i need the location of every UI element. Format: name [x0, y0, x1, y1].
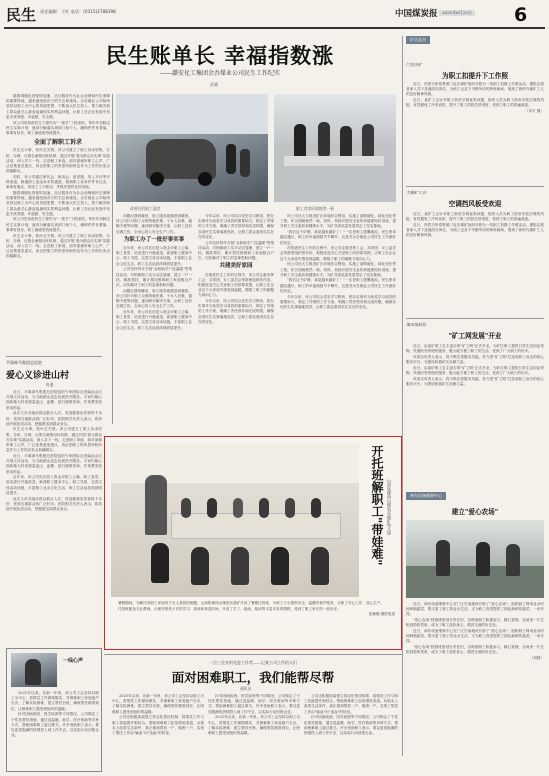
sidebar-item1-headline: 为职工扣提升下工作照	[442, 72, 508, 80]
paragraph: 近年来，该公司先后投入资金对职工公寓、职工食堂、浴室进行升级改造，新建职工健身中心、职工书屋，完善文体活动设施，丰富职工业余文化生活，职工生活品质得到明显提升。	[116, 246, 192, 266]
paragraph: 随着城镇化进程的加速，社区服务作为社会治理和民生保障的重要阵地，越来越受到各方的关注和重视。余吾煤业公司始终坚持以职工为中心的发展思想，不断加大民生投入，着力解决职工群众最关心最直接最现实的利益问题，让职工在企业发展中有更多获得感、幸福感、安全感。	[6, 94, 110, 119]
paragraph: 公司坚持每年开展"金秋助学""送温暖"等帮扶活动，对困难职工实行动态管理，建立一户一档，精准帮扶，累计帮扶困难职工家庭数百户次，切实解决了职工的急难愁盼问题。	[116, 267, 192, 287]
page-number: 6	[514, 4, 528, 26]
paragraph: 问题反馈到哪里，职工服务就跟进到哪里。该公司针对职工反映的就医难、子女入托难、通勤不便等问题，逐项研究解决方案，让职工没有后顾之忧，全身心投入安全生产工作。	[116, 214, 192, 234]
paragraph: 近日，由某矿职工自主创办的"矿工网"正式开业，为矿区职工提供日常生活用品采购、快递收发等便民服务，极大地方便了职工的生活，受到了广大职工的好评。	[406, 365, 544, 376]
sidebar-tag-1: 矿区直击	[406, 36, 430, 44]
paragraph: 民生无小事，枝叶总关情。该公司建立了职工诉求收集、分析、办理、反馈全流程闭环机制，通过开展"我为群众办实事"实践活动，深入井下一线、走进职工家庭，面对面倾听职工心声，广泛征集意见建议，真正把职工的所思所盼所急作为工作的出发点和落脚点。	[6, 427, 102, 453]
photo-small	[11, 653, 57, 687]
sidebar	[406, 34, 544, 768]
paragraph: 民生无小事，枝叶总关情。该公司建立了职工诉求收集、分析、办理、反馈全流程闭环机制，通过开展"我为群众办实事"实践活动，深入井下一线、走进职工家庭，面对面倾听职工心声，广泛征集意见建议，真正把职工的所思所盼所急作为工作的出发点和落脚点。	[6, 233, 110, 259]
main-byline: 武晓	[210, 82, 218, 87]
paragraph: 该公司还大力推进矿区环境综合整治，实施了道路硬化、绿化亮化等工程，矿区面貌焕然一新。同时，持续开展安全宣传和健康知识讲座，提升职工安全素质和健康水平，为矿井高质量发展奠定了坚实基础。	[280, 262, 396, 277]
paragraph: 2021年以来，在新一年里，该公司工会坚持以职工为中心，将帮扶工作做细做实，对困难职工家庭逐户走访，了解实际困难，建立帮扶台账，确保帮扶精准到位，让困难职工感受到组织的温暖。	[208, 715, 300, 735]
page-header	[0, 0, 549, 30]
sidebar-item1-body	[406, 82, 544, 152]
paragraph: "我们这个矿啊，真是越来越好了！"一位老职工感慨地说。民生账单越拉越长，职工的幸福指数节节攀升，这是对余吾煤业公司民生工作最好的肯定。	[280, 230, 396, 245]
left-bottom-tag: 一线心声	[63, 658, 84, 664]
paragraph: 托管班配备专业教师，合理安排孩子们的学习、游戏和休息时间，开设了手工、绘画、阅读等丰富多彩的课程，受到了职工家长的一致好评。	[118, 606, 341, 611]
editor-meta: 责任编辑：于红 电话：(0315)2788398	[40, 9, 116, 14]
main-article-col-1	[6, 94, 110, 352]
paragraph: 今年以来，该公司结合党史学习教育，把办实事作为检验学习成效的重要标尺，制定了详细的工作方案，明确了责任领导和完成时限，确保各项民生实事落地见效，让职工群众看到实实在在的变化。	[198, 214, 274, 239]
bottom-col-3	[304, 694, 398, 772]
featured-headline: 开托班解职工"带娃难"	[370, 445, 384, 566]
sidebar-item2-headline: 空调挡风板受欢迎	[448, 200, 502, 208]
sidebar-item3-kicker: 煤田地质局	[406, 322, 426, 327]
paragraph: 今年以来，该公司结合党史学习教育，把办实事作为检验学习成效的重要标尺，制定了详细的工作方案，明确了责任领导和完成时限，确保各项民生实事落地见效，让职工群众看到实实在在的变化。	[280, 294, 396, 309]
left-bottom-body	[11, 691, 99, 769]
header-rule	[4, 27, 545, 29]
newspaper-name: 中国煤炭报	[395, 9, 438, 19]
sidebar-item3-body	[406, 344, 544, 484]
paragraph: 该公司还大力推进矿区环境综合整治，实施了道路硬化、绿化亮化等工程，矿区面貌焕然一新。同时，持续开展安全宣传和健康知识讲座，提升职工安全素质和健康水平，为矿井高质量发展奠定了坚实基础。	[280, 214, 396, 229]
sidebar-item2-body	[406, 212, 544, 308]
sidebar-item1-kicker: 门克庆矿	[406, 62, 422, 67]
subhead: 为职工办了一批好事实事	[123, 236, 185, 243]
bottom-headline: 面对困难职工，我们能帮尽帮	[171, 670, 335, 685]
paragraph: 近日，由某矿职工自主创办的"矿工网"正式开业，为矿区职工提供日常生活用品采购、快递收发等便民服务，极大地方便了职工的生活，受到了广大职工的好评。	[406, 344, 544, 354]
section-rule	[104, 654, 402, 655]
left-article-byline: 陈斐	[46, 382, 54, 387]
paragraph: 针对因病致困、因学致困等不同情况，公司制定了个性化帮扶措施，通过送温暖、助学、医疗救助等多种方式，帮助困难职工渡过难关。许多受助职工表示，要以更加饱满的热情投入到工作中去，以实际行动回报企业。	[11, 712, 99, 738]
paragraph: 近日，内蒙古伊泰集团门克庆煤矿组织开展为一线职工拍摄工作照活动，摄影志愿者深入井下及地面各岗位，为职工记录下辛勤劳动的珍贵瞬间，展现了新时代煤矿工人的良好精神风貌。	[406, 82, 544, 97]
paragraph: 该公司坚持将民生工程作为"一把手"工程来抓，每年年初制定民生实事计划，逐项分解落实到部门和个人，确保件件有着落、事事有回音，职工满意度持续提升。	[6, 120, 110, 135]
paragraph: 此次义诊共接诊群众数百人次，发放健康宣传资料千余份，受到当地群众的广泛好评。医院相关负责人表示，将持续开展此类活动，把健康送到群众身边。	[6, 411, 102, 426]
main-article-col-4	[280, 214, 396, 424]
paragraph: 在推进民生工作的过程中，该公司注重发挥工会、共青团、女工委员会等群团组织的作用，积极营造关心关爱职工的浓厚氛围，让职工在企业这个大家庭中感受到温暖，增强了职工的凝聚力和向心力。	[198, 272, 274, 298]
paragraph: 该项目负责人表示，将不断完善服务功能，努力把"矿工网"打造成职工身边的贴心服务平台，为建设和谐矿区贡献力量。	[406, 354, 544, 365]
section-title: 民生	[6, 6, 37, 24]
paragraph: 近日，平煤神马集团总医院组织专家团队走进偏远山区开展义诊活动，为当地群众送去优质医疗服务。专家们耐心细致地为村民测量血压、血糖，进行健康咨询，并免费发放常用药品。	[6, 390, 102, 410]
sidebar-rule	[406, 186, 544, 187]
sidebar-item4-body	[406, 602, 544, 766]
main-article-col-3	[198, 214, 274, 424]
sidebar-rule	[406, 318, 544, 319]
subhead: 共建美好家园	[219, 263, 253, 270]
paragraph: 在推进民生工作的过程中，该公司注重发挥工会、共青团、女工委员会等群团组织的作用，积极营造关心关爱职工的浓厚氛围，让职工在企业这个大家庭中感受到温暖，增强了职工的凝聚力和向心力。	[280, 246, 396, 261]
paragraph: 近年来，该公司先后投入资金对职工公寓、职工食堂、浴室进行升级改造，新建职工健身中心、职工书屋，完善文体活动设施，丰富职工业余文化生活，职工生活品质得到明显提升。	[116, 309, 192, 330]
paragraph: 暑假期间，为解决双职工家庭孩子无人看管的难题，山西焦煤西山煤电东曲矿开设了暑期托管班，为职工子女提供安全、温馨的看护服务，让职工安心工作、放心生产。	[118, 601, 384, 605]
paragraph: 针对因病致困、因学致困等不同情况，公司制定了个性化帮扶措施，通过送温暖、助学、医疗救助等多种方式，帮助困难职工渡过难关。许多受助职工表示，要以更加饱满的热情投入到工作中去，以实际行动回报企业。	[304, 715, 398, 735]
main-subtitle: ——潞安化工集团余吾煤业公司民生工作纪实	[159, 70, 280, 77]
main-article-col-2	[116, 214, 192, 424]
sidebar-tag-2: 神东设备维修中心	[406, 492, 446, 500]
section-rule	[6, 356, 102, 357]
left-bottom-box	[6, 648, 102, 772]
photo-kindergarten	[111, 443, 359, 597]
paragraph: 公司还积极探索建立常态化帮扶机制，将帮扶工作与职工技能提升相结合，帮助困难职工拓宽增收渠道，从根本上改善生活条件，真正做到帮扶一户、脱困一户，实现了帮扶工作由"输血"向"造血"的转变。	[112, 715, 204, 735]
left-article-headline: 爱心义诊进山村	[6, 371, 70, 381]
paragraph: 近日，某矿工会针对职工宿舍空调直吹问题，组织人员为职工宿舍安装空调挡风板，有效避免了冷风直吹，提升了职工的居住舒适度，受到了职工的普遍欢迎。	[406, 98, 544, 108]
featured-body	[111, 601, 395, 645]
paragraph: 此次义诊共接诊群众数百人次，发放健康宣传资料千余份，受到当地群众的广泛好评。医院相关负责人表示，将持续开展此类活动，把健康送到群众身边。	[6, 496, 102, 511]
sidebar-item4-headline: 建立"爱心农场"	[451, 508, 499, 516]
photo-canteen	[274, 94, 396, 202]
paragraph: "爱心农场"按照班组划分责任田，各班组职工积极参与，精心管理，农场里一片生机勃勃的景象，成为了职工放松身心、增进交流的好去处。	[406, 618, 544, 628]
sidebar-item3-headline: "矿工网发展"开业	[448, 332, 502, 340]
paragraph: "爱心农场"按照班组划分责任田，各班组职工积极参与，精心管理，农场里一片生机勃勃的景象，成为了职工放松身心、增进交流的好去处。	[406, 645, 544, 655]
paragraph: 随着城镇化进程的加速，社区服务作为社会治理和民生保障的重要阵地，越来越受到各方的关注和重视。余吾煤业公司始终坚持以职工为中心的发展思想，不断加大民生投入，着力解决职工群众最关心最直接最现实的利益问题，让职工在企业发展中有更多获得感、幸福感、安全感。	[6, 190, 110, 216]
bottom-kicker: 一点三企业的先进工作者——记某公司工作的人们	[209, 660, 297, 665]
featured-kicker: 山西焦煤西山煤电东曲矿幼儿园	[387, 479, 392, 535]
sidebar-item1-byline: （宋平 摄）	[524, 109, 544, 114]
paragraph: 公司还积极探索建立常态化帮扶机制，将帮扶工作与职工技能提升相结合，帮助困难职工拓宽增收渠道，从根本上改善生活条件，真正做到帮扶一户、脱困一户，实现了帮扶工作由"输血"向"造血"的转变。	[304, 694, 398, 714]
paragraph: 近年来，该公司先后投入资金对职工公寓、职工食堂、浴室进行升级改造，新建职工健身中心、职工书屋，完善文体活动设施，丰富职工业余文化生活，职工生活品质得到明显提升。	[6, 475, 102, 495]
photo-bathhouse	[116, 94, 268, 202]
paragraph: 近日，神东设备维修中心在厂区空闲地块开辟了"爱心农场"，组织职工利用业余时间种植蔬菜，既丰富了职工的业余生活，又为职工食堂提供了绿色新鲜的蔬菜，一举多得。	[406, 602, 544, 617]
subhead: 全面了解职工诉求	[33, 139, 82, 147]
paragraph: 2021年以来，在新一年里，该公司工会坚持以职工为中心，将帮扶工作做细做实，对困难职工家庭逐户走访，了解实际困难，建立帮扶台账，确保帮扶精准到位，让困难职工感受到组织的温暖。	[11, 691, 99, 711]
paragraph: 2021年以来，在新一年里，该公司工会坚持以职工为中心，将帮扶工作做细做实，对困难职工家庭逐户走访，了解实际困难，建立帮扶台账，确保帮扶精准到位，让困难职工感受到组织的温暖。	[112, 694, 204, 714]
paragraph: 针对因病致困、因学致困等不同情况，公司制定了个性化帮扶措施，通过送温暖、助学、医疗救助等多种方式，帮助困难职工渡过难关。许多受助职工表示，要以更加饱满的热情投入到工作中去，以实际行动回报企业。	[208, 694, 300, 714]
paragraph: 民生无小事，枝叶总关情。该公司建立了职工诉求收集、分析、办理、反馈全流程闭环机制，通过开展"我为群众办实事"实践活动，深入井下一线、走进职工家庭，面对面倾听职工心声，广泛征集意见建议，真正把职工的所思所盼所急作为工作的出发点和落脚点。	[6, 148, 110, 174]
column-rule	[112, 94, 113, 424]
photo-farm	[406, 520, 544, 598]
sidebar-rule	[402, 36, 403, 756]
sidebar-item2-kicker: 大柳矿工会	[406, 190, 426, 195]
left-article-kicker: 平煤神马集团总医院	[6, 360, 42, 365]
paragraph: 同时，该公司通过职代会、座谈会、意见箱、线上平台等多种渠道，畅通职工表达诉求的通道，做到职工诉求件件有记录、事事有落实，形成了上下联动、齐抓共管的良好局面。	[6, 174, 110, 190]
bottom-byline: 通讯员	[240, 686, 252, 691]
paragraph: 公司坚持每年开展"金秋助学""送温暖"等帮扶活动，对困难职工实行动态管理，建立一户一档，精准帮扶，累计帮扶困难职工家庭数百户次，切实解决了职工的急难愁盼问题。	[198, 240, 274, 261]
paragraph: 近日，神东设备维修中心在厂区空闲地块开辟了"爱心农场"，组织职工利用业余时间种植蔬菜，既丰富了职工的业余生活，又为职工食堂提供了绿色新鲜的蔬菜，一举多得。	[406, 629, 544, 644]
issue-date: 2021年6月22日	[439, 10, 475, 16]
paragraph: 该项目负责人表示，将不断完善服务功能，努力把"矿工网"打造成职工身边的贴心服务平台，为建设和谐矿区贡献力量。	[406, 376, 544, 386]
paragraph: 问题反馈到哪里，职工服务就跟进到哪里。该公司针对职工反映的就医难、子女入托难、通勤不便等问题，逐项研究解决方案，让职工没有后顾之忧，全身心投入安全生产工作。	[116, 288, 192, 309]
photo-caption-1: 改善后的职工澡堂	[130, 206, 161, 211]
paragraph: 今年以来，该公司结合党史学习教育，把办实事作为检验学习成效的重要标尺，制定了详细的工作方案，明确了责任领导和完成时限，确保各项民生实事落地见效，让职工群众看到实实在在的变化。	[198, 299, 274, 324]
paragraph: 近日，某矿工会针对职工宿舍空调直吹问题，组织人员为职工宿舍安装空调挡风板，有效避免了冷风直吹，提升了职工的居住舒适度，受到了职工的普遍欢迎。	[406, 212, 544, 222]
featured-article-box	[104, 436, 402, 650]
paragraph: "我们这个矿啊，真是越来越好了！"一位老职工感慨地说。民生账单越拉越长，职工的幸福指数节节攀升，这是对余吾煤业公司民生工作最好的肯定。	[280, 278, 396, 293]
bottom-col-2	[208, 694, 300, 772]
paragraph: 该公司坚持将民生工程作为"一把手"工程来抓，每年年初制定民生实事计划，逐项分解落实到部门和个人，确保件件有着落、事事有回音，职工满意度持续提升。	[6, 217, 110, 232]
bottom-col-1	[112, 694, 204, 772]
photo-caption-2: 职工食堂环境焕然一新	[296, 206, 334, 211]
featured-byline: 张楠楠 摄影报道	[368, 612, 395, 617]
paragraph: 近日，内蒙古伊泰集团门克庆煤矿组织开展为一线职工拍摄工作照活动，摄影志愿者深入井下及地面各岗位，为职工记录下辛勤劳动的珍贵瞬间，展现了新时代煤矿工人的良好精神风貌。	[406, 222, 544, 238]
paragraph: 近日，平煤神马集团总医院组织专家团队走进偏远山区开展义诊活动，为当地群众送去优质医疗服务。专家们耐心细致地为村民测量血压、血糖，进行健康咨询，并免费发放常用药品。	[6, 453, 102, 474]
main-headline: 民生账单长 幸福指数涨	[105, 43, 335, 68]
sidebar-item4-byline: （刘强）	[529, 656, 544, 661]
left-article-body	[6, 390, 102, 640]
